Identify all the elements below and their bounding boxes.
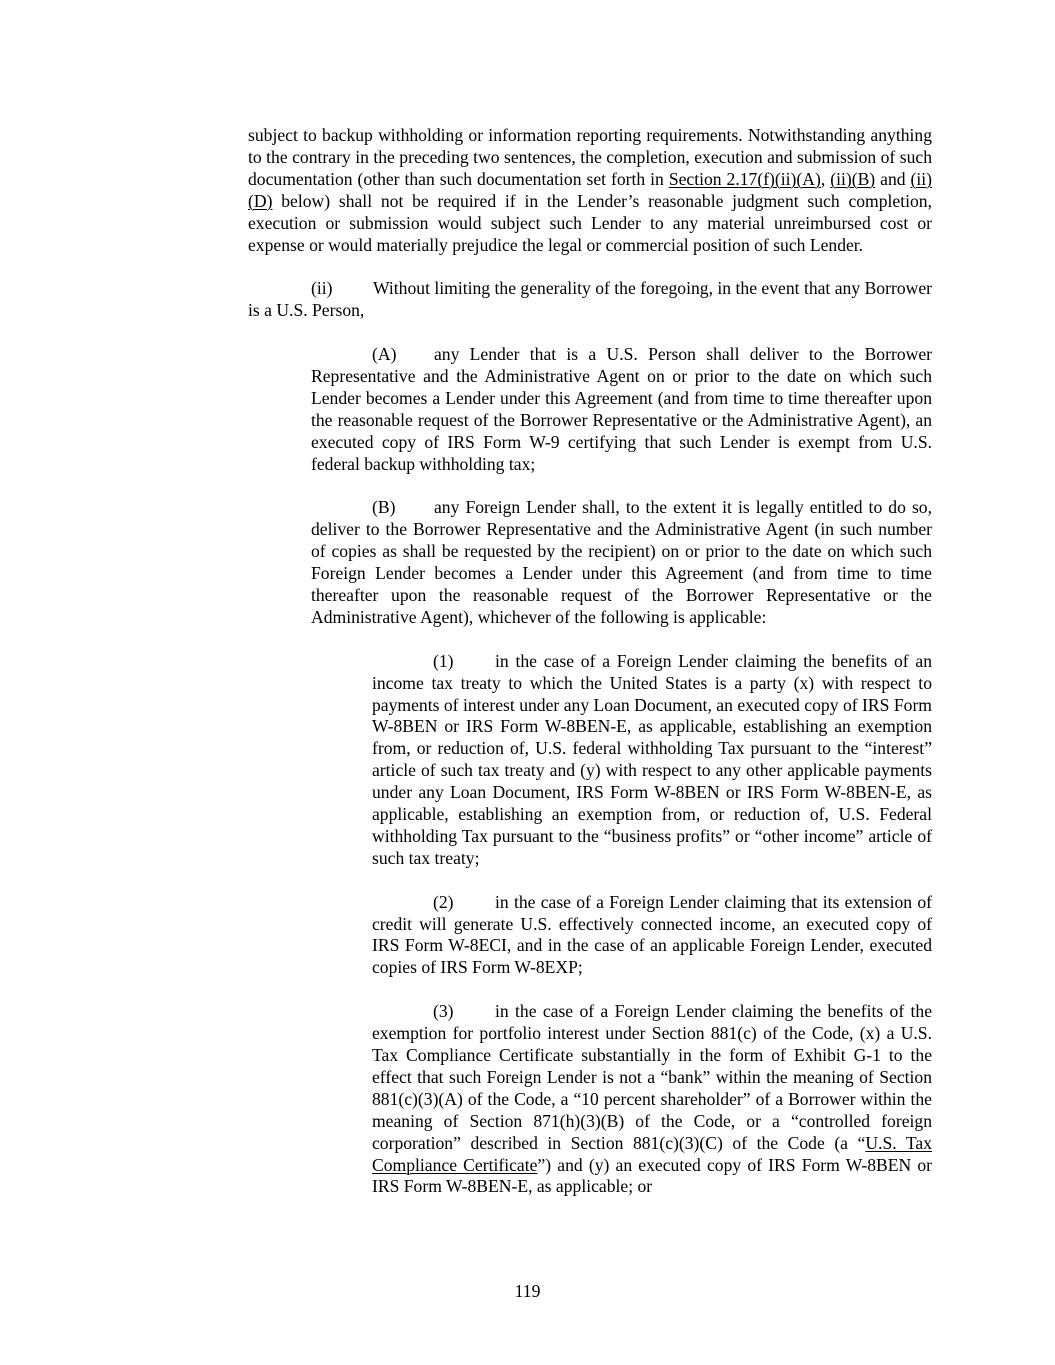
item-2 bbox=[372, 892, 932, 980]
intro-text-4: below) shall not be required if in the Lender’s reasonable judgment such completion, execution or submission would subject such Lender to any material unreimbursed cost or expense or would materially prejudice the legal or commercial position of such Lender. bbox=[248, 190, 932, 255]
intro-text-3: and bbox=[875, 168, 911, 189]
clause-b-text: any Foreign Lender shall, to the extent it is legally entitled to do so, deliver to the Borrower Representative and the Administrative Agent (in such number of copies as shall be requested by the recipient) on or prior to the date on which such Foreign Lender becomes a Lender under this Agreement (and from time to time thereafter upon the reasonable request of the Borrower Representative or the Administrative Agent), whichever of the following is applicable: bbox=[311, 497, 932, 627]
item-1-text: in the case of a Foreign Lender claiming the benefits of an income tax treaty to which the United States is a party (x) with respect to payments of interest under any Loan Document, an executed copy of IRS Form W-8BEN or IRS Form W-8BEN-E, as applicable, establishing an exemption from, or reduction of, U.S. federal withholding Tax pursuant to the “interest” article of such tax treaty and (y) with respect to any other applicable payments under any Loan Document, IRS Form W-8BEN or IRS Form W-8BEN-E, as applicable, establishing an exemption from, or reduction of, U.S. Federal withholding Tax pursuant to the “business profits” or “other income” article of such tax treaty; bbox=[372, 650, 932, 868]
item-2-text: in the case of a Foreign Lender claiming that its extension of credit will generate U.S. effectively connected income, an executed copy of IRS Form W-8ECI, and in the case of an applicable Foreign Lender, executed copies of IRS Form W-8EXP; bbox=[372, 891, 932, 978]
paragraph-ii-label: (ii) bbox=[311, 278, 333, 299]
paragraph-ii-text: Without limiting the generality of the foregoing, in the event that any Borrower is a U.S. Person, bbox=[248, 278, 932, 321]
item-1-label: (1) bbox=[433, 650, 454, 671]
intro-text-1: subject to backup withholding or information reporting requirements. Notwithstanding anything to the contrary in the preceding two sentences, the completion, execution and submission of such documentation (other than such documentation set forth in bbox=[248, 125, 932, 189]
item-3-text-1: in the case of a Foreign Lender claiming the benefits of the exemption for portfolio interest under Section 881(c) of the Code, (x) a U.S. Tax Compliance Certificate substantially in the form of Exhibit G-1 to the effect that such Foreign Lender is not a “bank” within the meaning of Section 881(c)(3)(A) of the Code, a “10 percent shareholder” of a Borrower within the meaning of Section 871(h)(3)(B) of the Code, or a “controlled foreign corporation” described in Section 881(c)(3)(C) of the Code (a “ bbox=[372, 1001, 932, 1153]
clause-a-label: (A) bbox=[372, 344, 397, 365]
item-1 bbox=[372, 651, 932, 870]
item-3 bbox=[372, 1001, 932, 1198]
section-reference-link: Section 2.17(f)(ii)(A) bbox=[668, 168, 821, 189]
intro-text-2: , bbox=[820, 168, 831, 189]
item-3-label: (3) bbox=[433, 1001, 454, 1022]
paragraph-ii bbox=[248, 278, 932, 322]
item-2-label: (2) bbox=[433, 891, 454, 912]
clause-a-text: any Lender that is a U.S. Person shall deliver to the Borrower Representative and the Administrative Agent on or prior to the date on which such Lender becomes a Lender under this Agreement (and from time to time thereafter upon the reasonable request of the Borrower Representative or the Administrative Agent), an executed copy of IRS Form W-9 certifying that such Lender is exempt from U.S. federal backup withholding tax; bbox=[311, 344, 932, 474]
page-number: 119 bbox=[514, 1281, 541, 1301]
document-body bbox=[248, 125, 932, 1198]
item-3-text-2: ”) and (y) an executed copy of IRS Form W-8BEN or IRS Form W-8BEN-E, as applicable; or bbox=[372, 1154, 933, 1197]
subsection-d-reference: (ii)(D) bbox=[248, 168, 933, 211]
clause-b bbox=[311, 497, 932, 628]
intro-paragraph bbox=[248, 125, 932, 256]
clause-b-label: (B) bbox=[372, 497, 396, 518]
clause-a bbox=[311, 344, 932, 475]
defined-term: U.S. Tax Compliance Certificate bbox=[372, 1132, 932, 1175]
subsection-b-reference: (ii)(B) bbox=[830, 168, 876, 189]
